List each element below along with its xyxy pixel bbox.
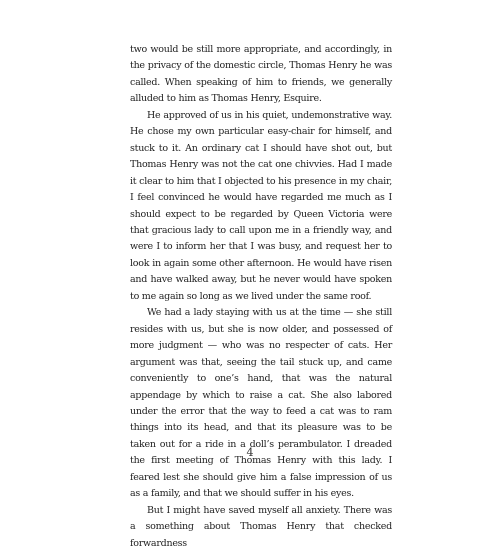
paragraph-1: two would be still more appropriate, and accordingly, in the privacy of the domestic circle, Thomas Henry he was called. When speaking of him to friends, we generally alluded to him as Thomas Henry, Esquire. — [130, 44, 392, 105]
paragraph-3: We had a lady staying with us at the time — she still resides with us, but she is now older, and possessed of more judgment — who was no respecter of cats. Her argument was that, seeing the tail stuck up, and came conveniently to one’s hand, that was the natural appendage by which to raise a cat. She also labored under the error that the way to feed a cat was to ram things into its head, and that its pleasure was to be taken out for a ride in a doll’s perambulator. I dreaded the first meeting of Thomas Henry with this lady. I feared lest she should give him a false impression of us as a family, and that we should suffer in his eyes. — [130, 307, 392, 500]
page-number: 4 — [246, 446, 254, 459]
body-text — [130, 42, 392, 552]
paragraph-4: But I might have saved myself all anxiety. There was a something about Thomas Henry that checked forwardness — [130, 504, 392, 549]
paragraph-2: He approved of us in his quiet, undemonstrative way. He chose my own particular easy-chair for himself, and stuck to it. An ordinary cat I should have shot out, but Thomas Henry was not the cat one chivvies. Had I made it clear to him that I objected to his presence in my chair, I feel convinced he would have regarded me much as I should expect to be regarded by Queen Victoria were that gracious lady to call upon me in a friendly way, and were I to inform her that I was busy, and request her to look in again some other afternoon. He would have risen and have walked away, but he never would have spoken to me again so long as we lived under the same roof. — [130, 109, 392, 302]
